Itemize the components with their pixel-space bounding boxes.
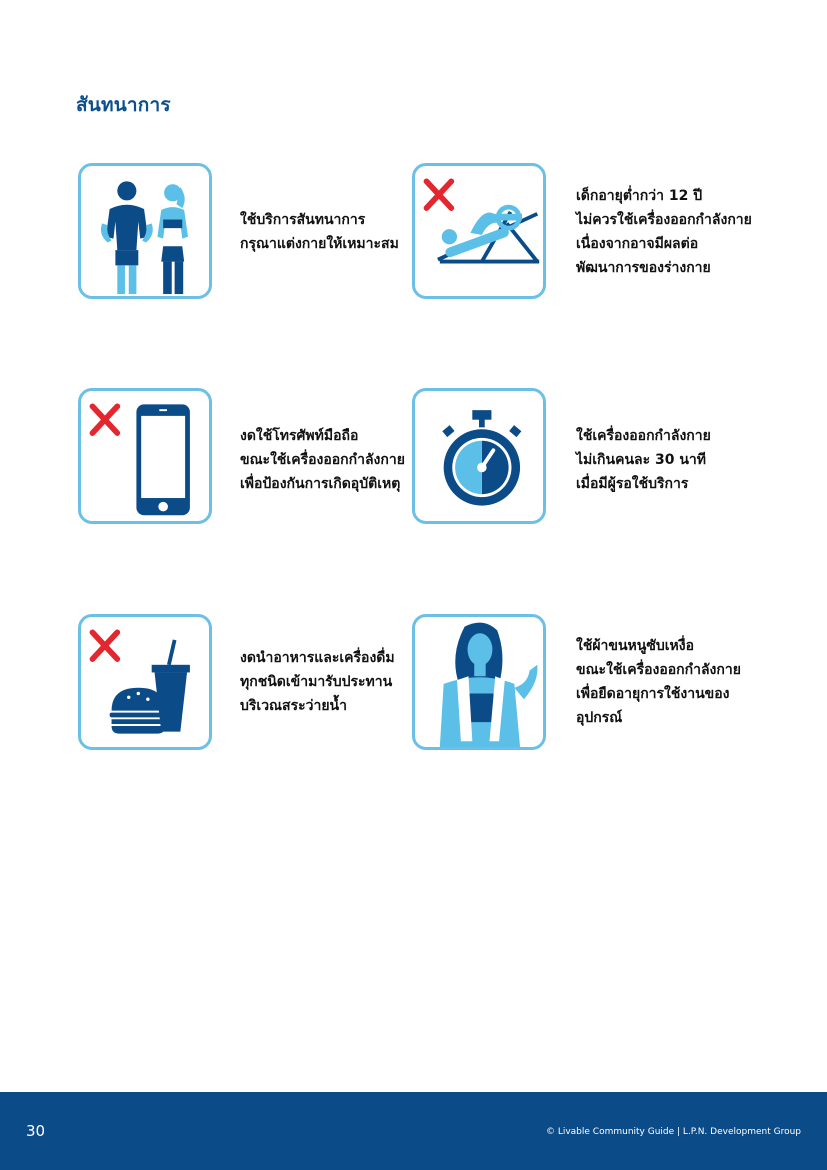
- prohibited-cross-icon: [92, 632, 117, 659]
- rule-line: ไม่ควรใช้เครื่องออกกำลังกาย: [576, 212, 752, 228]
- rule-line: เด็กอายุต่ำกว่า 12 ปี: [576, 188, 703, 204]
- page-title: สันทนาการ: [76, 94, 171, 116]
- rule-line: เพื่อยืดอายุการใช้งานของ: [576, 686, 730, 702]
- rule-icon-box: [412, 614, 546, 750]
- rule-line: ไม่เกินคนละ 30 นาที: [576, 452, 707, 468]
- rule-text: [240, 424, 430, 496]
- rule-icon-box: [78, 388, 212, 524]
- rule-line: พัฒนาการของร่างกาย: [576, 260, 711, 276]
- rule-line: ใช้บริการสันทนาการ: [240, 212, 366, 228]
- stopwatch-icon: [415, 391, 543, 521]
- rule-line: งดนำอาหารและเครื่องดื่ม: [240, 650, 395, 666]
- rule-line: เพื่อป้องกันการเกิดอุบัติเหตุ: [240, 476, 401, 492]
- rule-line: ขณะใช้เครื่องออกกำลังกาย: [576, 662, 741, 678]
- rule-text: [240, 646, 430, 718]
- rule-icon-box: [412, 163, 546, 299]
- rule-icon-box: [78, 163, 212, 299]
- rule-line: ขณะใช้เครื่องออกกำลังกาย: [240, 452, 405, 468]
- page-number: 30: [26, 1122, 46, 1140]
- rule-text: [576, 184, 766, 280]
- rule-line: ทุกชนิดเข้ามารับประทาน: [240, 674, 393, 690]
- child-on-bench-icon: [415, 166, 543, 296]
- rule-line: เมื่อมีผู้รอใช้บริการ: [576, 476, 689, 492]
- rule-line: เนื่องจากอาจมีผลต่อ: [576, 236, 699, 252]
- prohibited-cross-icon: [92, 406, 117, 433]
- prohibited-cross-icon: [426, 181, 451, 208]
- rule-text: [576, 634, 766, 730]
- rule-line: กรุณาแต่งกายให้เหมาะสม: [240, 236, 399, 252]
- rule-text: [240, 208, 430, 256]
- rule-line: ใช้ผ้าขนหนูซับเหงื่อ: [576, 638, 694, 654]
- woman-towel-icon: [415, 617, 543, 747]
- mobile-phone-icon: [81, 391, 209, 521]
- rule-line: งดใช้โทรศัพท์มือถือ: [240, 428, 359, 444]
- rule-line: อุปกรณ์: [576, 710, 623, 726]
- rule-icon-box: [412, 388, 546, 524]
- rule-icon-box: [78, 614, 212, 750]
- rule-line: ใช้เครื่องออกกำลังกาย: [576, 428, 711, 444]
- rule-text: [576, 424, 766, 496]
- page-footer: [0, 1092, 827, 1170]
- couple-sportswear-icon: [81, 166, 209, 296]
- burger-drink-icon: [81, 617, 209, 747]
- footer-credit: © Livable Community Guide | L.P.N. Development Group: [545, 1127, 801, 1137]
- rule-line: บริเวณสระว่ายน้ำ: [240, 698, 347, 714]
